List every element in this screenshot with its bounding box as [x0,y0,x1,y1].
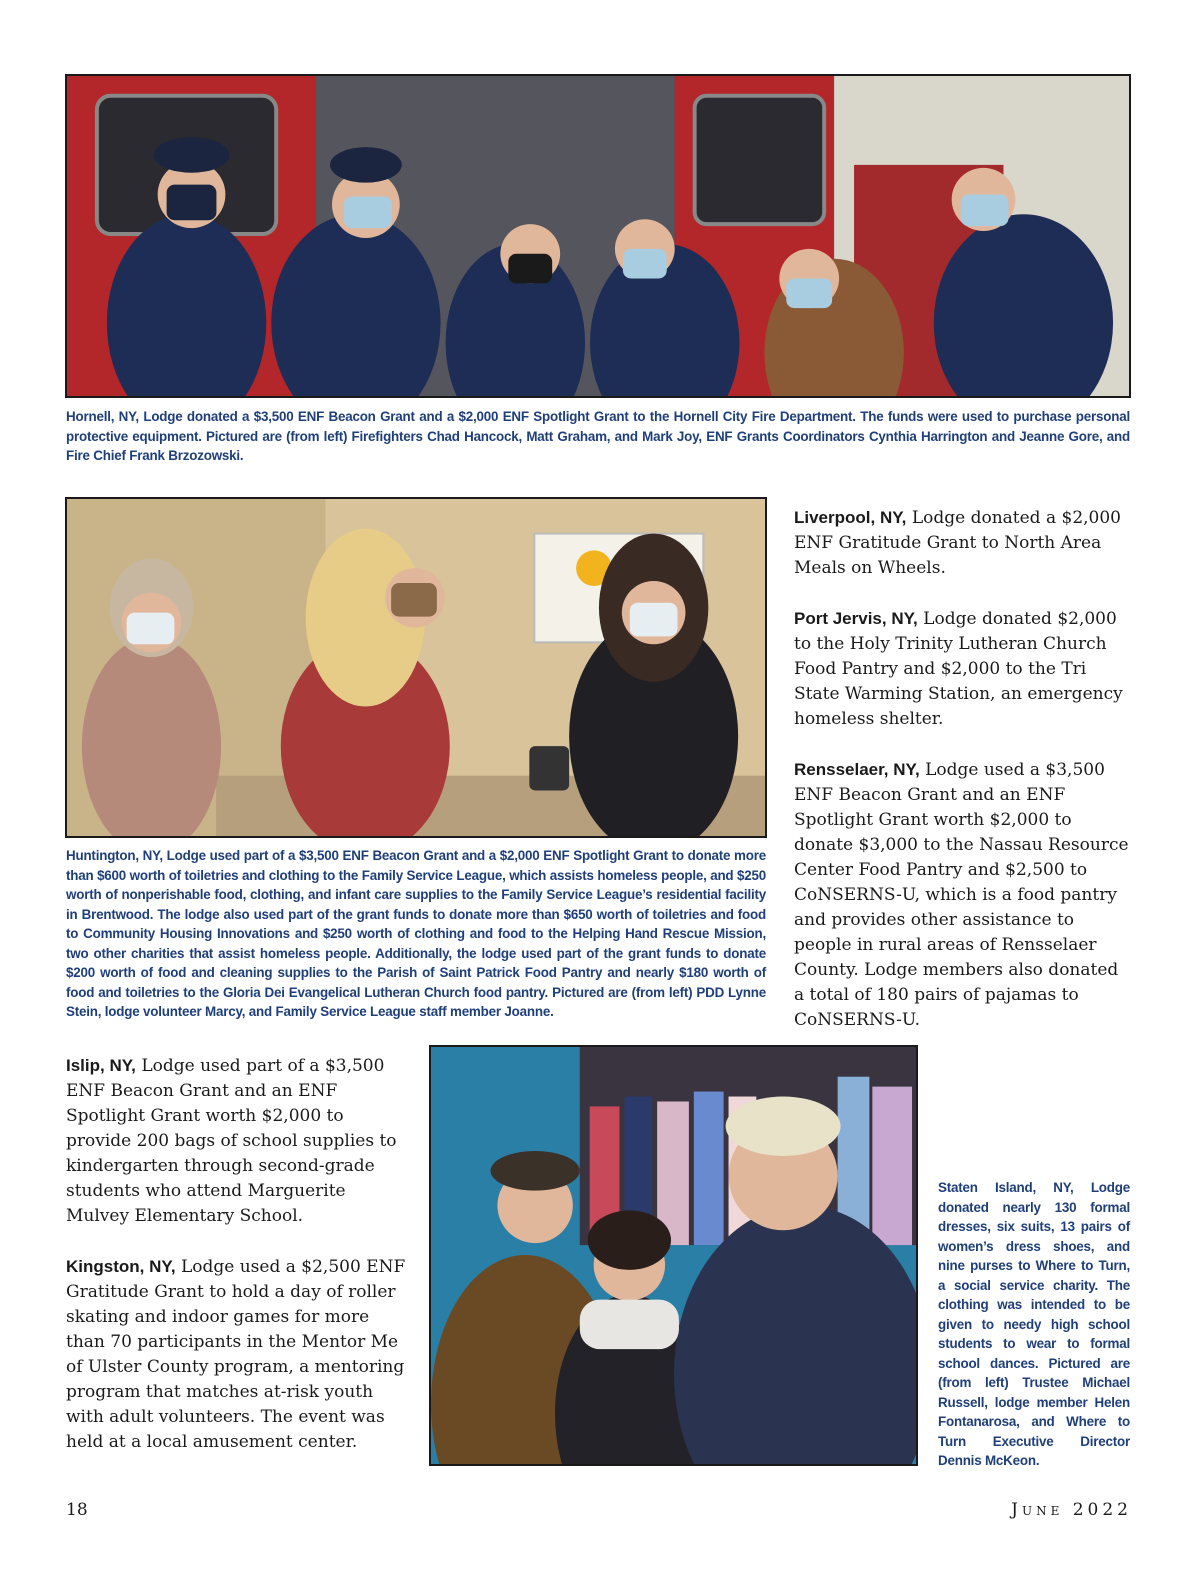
article-port-jervis [794,606,1132,732]
issue-date: June 2022 [1011,1500,1132,1520]
article-liverpool [794,505,1132,581]
article-place: Rensselaer, NY, [794,760,920,779]
article-kingston [66,1254,406,1455]
caption-text: Lodge donated nearly 130 formal dresses, six suits, 13 pairs of women’s dress shoes, and nine purses to Where to Turn, a social service charity. The clothing was intended to be given to needy high school students to wear to formal school dances. Pictured are (from left) Trustee Michael Russell, lodge member Helen Fontanarosa, and Where to Turn Executive Director Dennis McKeon. [938,1180,1130,1468]
caption-text: Lodge used part of a $3,500 ENF Beacon Grant and a $2,000 ENF Spotlight Grant to donate more than $600 worth of toiletries and clothing to the Family Service League, which assists homeless people, and $250 worth of nonperishable food, clothing, and infant care supplies to the Family Service League’s residential facility in Brentwood. The lodge also used part of the grant funds to donate more than $650 worth of toiletries and food to Community Housing Innovations and $250 worth of clothing and food to the Helping Hand Rescue Mission, two other charities that assist homeless people. Additionally, the lodge used part of the grant funds to donate $200 worth of food and cleaning supplies to the Parish of Saint Patrick Food Pantry and nearly $180 worth of food and toiletries to the Gloria Dei Evangelical Lutheran Church food pantry. Pictured are (from left) PDD Lynne Stein, lodge volunteer Marcy, and Family Service League staff member Joanne. [66,848,766,1019]
article-place: Kingston, NY, [66,1257,176,1276]
page-number: 18 [66,1500,88,1520]
article-text: Lodge used a $3,500 ENF Beacon Grant and an ENF Spotlight Grant worth $2,000 to donate $3,000 to the Nassau Resource Center Food Pantry and $2,500 to CoNSERNS-U, which is a food pantry and provides other assistance to people in rural areas of Rensselaer County. Lodge members also donated a total of 180 pairs of pajamas to CoNSERNS-U. [794,760,1129,1030]
caption-text: Lodge donated a $3,500 ENF Beacon Grant and a $2,000 ENF Spotlight Grant to the Hornell City Fire Department. The funds were used to purchase personal protective equipment. Pictured are (from left) Firefighters Chad Hancock, Matt Graham, and Mark Joy, ENF Grants Coordinators Cynthia Harrington and Jeanne Gore, and Fire Chief Frank Brzozowski. [66,409,1130,463]
caption-place: Hornell, NY, [66,409,139,424]
caption-place: Huntington, NY, [66,848,163,863]
article-place: Liverpool, NY, [794,508,907,527]
article-place: Port Jervis, NY, [794,609,918,628]
article-text: Lodge donated a $2,000 ENF Gratitude Grant to North Area Meals on Wheels. [794,508,1121,578]
article-rensselaer [794,757,1132,1033]
hornell-caption [66,407,1130,466]
caption-place: Staten Island, NY, [938,1180,1074,1195]
article-place: Islip, NY, [66,1056,136,1075]
staten-island-caption [938,1178,1130,1471]
article-text: Lodge donated $2,000 to the Holy Trinity Lutheran Church Food Pantry and $2,000 to the Tri State Warming Station, an emergency homeless shelter. [794,609,1123,729]
article-text: Lodge used a $2,500 ENF Gratitude Grant to hold a day of roller skating and indoor games for more than 70 participants in the Mentor Me of Ulster County program, a mentoring program that matches at-risk youth with adult volunteers. The event was held at a local amusement center. [66,1257,406,1452]
article-islip [66,1053,406,1229]
article-text: Lodge used part of a $3,500 ENF Beacon Grant and an ENF Spotlight Grant worth $2,000 to provide 200 bags of school supplies to kindergarten through second-grade students who attend Marguerite Mulvey Elementary School. [66,1056,397,1226]
hornell-photo [65,74,1131,398]
left-column-text [66,1053,406,1480]
staten-island-photo [429,1045,918,1466]
right-column-text [794,505,1132,1058]
huntington-photo [65,497,767,838]
huntington-caption [66,846,766,1022]
